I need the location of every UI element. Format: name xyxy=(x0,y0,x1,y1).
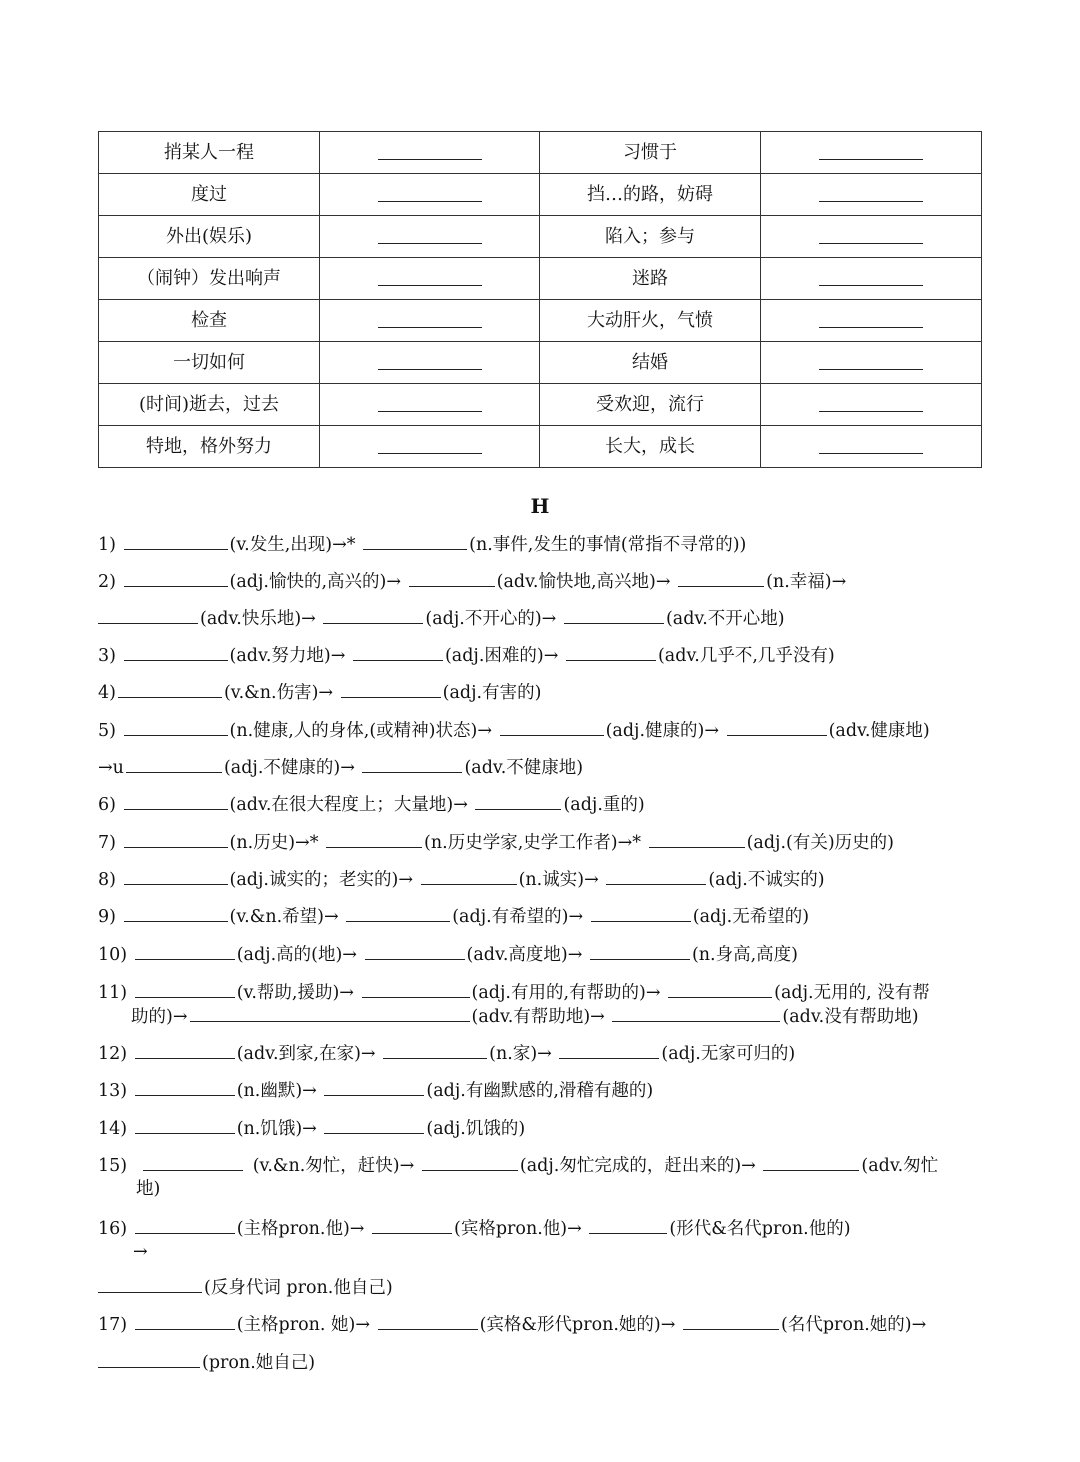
hint-text: (adv.有帮助地)→ xyxy=(471,1007,605,1027)
hint-text: (adj.有害的) xyxy=(442,683,542,703)
item-number: 3) xyxy=(98,646,116,666)
hint-text: (主格pron.他)→ xyxy=(236,1219,365,1239)
answer-blank-cell[interactable] xyxy=(320,384,540,426)
hint-text: (adv.在很大程度上；大量地)→ xyxy=(229,795,468,815)
hint-text: (adj.诚实的；老实的)→ xyxy=(229,870,413,890)
answer-blank[interactable] xyxy=(124,643,228,661)
answer-blank[interactable] xyxy=(362,980,470,998)
answer-blank[interactable] xyxy=(378,229,482,244)
answer-blank[interactable] xyxy=(606,867,706,885)
hint-text: (adj.无用的, 没有帮 xyxy=(774,983,930,1003)
hint-text: (adj.(有关)历史的) xyxy=(746,833,895,853)
hint-text: (n.历史)→* xyxy=(229,833,319,853)
hint-text: (n.事件,发生的事情(常指不寻常的)) xyxy=(469,535,747,555)
item-number: 7) xyxy=(98,833,116,853)
answer-blank[interactable] xyxy=(346,904,450,922)
answer-blank[interactable] xyxy=(353,643,443,661)
hint-text: (adj.不健康的)→ xyxy=(223,758,355,778)
hint-text: (adv.高度地)→ xyxy=(466,945,583,965)
exercise-line-14 xyxy=(98,1116,998,1141)
answer-blank[interactable] xyxy=(819,439,923,454)
table-row xyxy=(99,174,982,216)
answer-blank-cell[interactable] xyxy=(761,216,982,258)
hint-text: (名代pron.她的)→ xyxy=(781,1315,927,1335)
answer-blank[interactable] xyxy=(372,1216,452,1234)
chinese-phrase: 一切如何 xyxy=(99,342,320,384)
chinese-phrase: 习惯于 xyxy=(540,132,761,174)
answer-blank[interactable] xyxy=(475,792,561,810)
item-number: 10) xyxy=(98,945,128,965)
item-number: 14) xyxy=(98,1119,128,1139)
item-number: 4) xyxy=(98,683,116,703)
answer-blank[interactable] xyxy=(421,867,517,885)
hint-text: (主格pron. 她)→ xyxy=(236,1315,371,1335)
answer-blank[interactable] xyxy=(649,830,745,848)
answer-blank[interactable] xyxy=(500,718,604,736)
answer-blank[interactable] xyxy=(124,904,228,922)
prefix-text: →u xyxy=(98,758,124,778)
hint-text: (n.历史学家,史学工作者)→* xyxy=(424,833,641,853)
answer-blank-cell[interactable] xyxy=(320,132,540,174)
answer-blank[interactable] xyxy=(365,942,465,960)
exercise-line-7 xyxy=(98,830,998,855)
exercise-line-2 xyxy=(98,569,998,594)
answer-blank[interactable] xyxy=(135,1041,235,1059)
answer-blank-cell[interactable] xyxy=(761,426,982,468)
hint-text: (adj.无希望的) xyxy=(692,907,810,927)
answer-blank[interactable] xyxy=(819,313,923,328)
answer-blank[interactable] xyxy=(559,1041,659,1059)
answer-blank-cell[interactable] xyxy=(761,174,982,216)
exercise-line-17-cont xyxy=(98,1350,998,1375)
answer-blank[interactable] xyxy=(378,271,482,286)
answer-blank-cell[interactable] xyxy=(761,258,982,300)
answer-blank[interactable] xyxy=(324,1116,424,1134)
answer-blank[interactable] xyxy=(763,1153,859,1171)
table-row xyxy=(99,258,982,300)
answer-blank[interactable] xyxy=(135,942,235,960)
exercise-line-2-cont xyxy=(98,606,998,631)
exercise-line-15-cont xyxy=(136,1177,1036,1201)
hint-text: (n.幸福)→ xyxy=(766,572,847,592)
exercise-line-4 xyxy=(98,680,998,705)
chinese-phrase: (时间)逝去，过去 xyxy=(99,384,320,426)
answer-blank[interactable] xyxy=(819,355,923,370)
answer-blank[interactable] xyxy=(124,569,228,587)
answer-blank-cell[interactable] xyxy=(761,384,982,426)
answer-blank[interactable] xyxy=(326,830,422,848)
answer-blank[interactable] xyxy=(383,1041,487,1059)
answer-blank-cell[interactable] xyxy=(761,300,982,342)
hint-text: (adj.高的(地)→ xyxy=(236,945,357,965)
answer-blank[interactable] xyxy=(819,145,923,160)
item-number: 6) xyxy=(98,795,116,815)
section-heading: H xyxy=(530,494,550,518)
hint-text: (n.诚实)→ xyxy=(518,870,599,890)
item-number: 11) xyxy=(98,983,128,1003)
exercise-line-16-cont xyxy=(98,1275,998,1300)
chinese-phrase: 受欢迎，流行 xyxy=(540,384,761,426)
hint-text: (v.帮助,援助)→ xyxy=(236,983,354,1003)
answer-blank[interactable] xyxy=(378,1312,478,1330)
answer-blank[interactable] xyxy=(591,904,691,922)
hint-text: (反身代词 pron.他自己) xyxy=(204,1278,393,1298)
answer-blank[interactable] xyxy=(819,397,923,412)
chinese-phrase: 大动肝火，气愤 xyxy=(540,300,761,342)
answer-blank[interactable] xyxy=(819,187,923,202)
exercise-line-17 xyxy=(98,1312,998,1337)
hint-text: (adv.健康地) xyxy=(828,721,930,741)
answer-blank[interactable] xyxy=(363,532,467,550)
table-row xyxy=(99,132,982,174)
hint-text: (adj.健康的)→ xyxy=(605,721,720,741)
hint-text: (adj.不诚实的) xyxy=(708,870,825,890)
hint-text: (adv.没有帮助地) xyxy=(782,1007,919,1027)
hint-text: (adv.几乎不,几乎没有) xyxy=(657,646,835,666)
hint-text: (v.&n.希望)→ xyxy=(229,907,339,927)
answer-blank[interactable] xyxy=(118,680,222,698)
hint-text: (adv.不健康地) xyxy=(464,758,584,778)
hint-text: (adv.匆忙 xyxy=(861,1156,939,1176)
exercise-line-11-cont xyxy=(131,1004,1031,1029)
chinese-phrase: 特地，格外努力 xyxy=(99,426,320,468)
answer-blank[interactable] xyxy=(135,1078,235,1096)
table-row xyxy=(99,426,982,468)
answer-blank[interactable] xyxy=(589,1216,667,1234)
answer-blank[interactable] xyxy=(378,187,482,202)
item-number: 8) xyxy=(98,870,116,890)
hint-text: (adv.努力地)→ xyxy=(229,646,346,666)
hint-text: (v.&n.伤害)→ xyxy=(223,683,334,703)
answer-blank-cell[interactable] xyxy=(761,132,982,174)
item-number: 17) xyxy=(98,1315,128,1335)
item-number: 2) xyxy=(98,572,116,592)
answer-blank[interactable] xyxy=(422,1153,518,1171)
hint-text: (adv.快乐地)→ xyxy=(200,609,316,629)
item-number: 12) xyxy=(98,1044,128,1064)
answer-blank[interactable] xyxy=(590,942,690,960)
exercise-line-11 xyxy=(98,980,998,1005)
item-number: 15) xyxy=(98,1156,128,1176)
phrase-table-body xyxy=(99,132,982,468)
exercise-line-6 xyxy=(98,792,998,817)
answer-blank[interactable] xyxy=(678,569,764,587)
prefix-text: 地) xyxy=(136,1179,161,1199)
hint-text: (v.&n.匆忙，赶快)→ xyxy=(252,1156,415,1176)
exercise-line-9 xyxy=(98,904,998,929)
table-row xyxy=(99,300,982,342)
prefix-text: 助的)→ xyxy=(131,1007,188,1027)
answer-blank[interactable] xyxy=(341,680,441,698)
hint-text: (n.幽默)→ xyxy=(236,1081,317,1101)
answer-blank[interactable] xyxy=(126,755,222,773)
answer-blank[interactable] xyxy=(135,980,235,998)
hint-text: (adv.到家,在家)→ xyxy=(236,1044,376,1064)
table-row xyxy=(99,342,982,384)
exercise-line-1 xyxy=(98,532,998,557)
answer-blank[interactable] xyxy=(190,1004,470,1022)
hint-text: (adj.匆忙完成的，赶出来的)→ xyxy=(519,1156,756,1176)
hint-text: (pron.她自己) xyxy=(202,1353,316,1373)
answer-blank-cell[interactable] xyxy=(320,342,540,384)
answer-blank[interactable] xyxy=(362,755,462,773)
answer-blank[interactable] xyxy=(324,1078,424,1096)
chinese-phrase: 捎某人一程 xyxy=(99,132,320,174)
hint-text: (adv.愉快地,高兴地)→ xyxy=(496,572,671,592)
exercise-line-16-arrow xyxy=(133,1240,1033,1264)
hint-text: (n.身高,高度) xyxy=(691,945,799,965)
answer-blank[interactable] xyxy=(819,271,923,286)
hint-text: (adj.愉快的,高兴的)→ xyxy=(229,572,402,592)
hint-text: (adj.困难的)→ xyxy=(444,646,559,666)
exercise-line-13 xyxy=(98,1078,998,1103)
exercise-line-10 xyxy=(98,942,998,967)
item-number: 5) xyxy=(98,721,116,741)
exercise-line-5 xyxy=(98,718,998,743)
hint-text: (adj.有用的,有帮助的)→ xyxy=(471,983,661,1003)
hint-text: (形代&名代pron.他的) xyxy=(669,1219,851,1239)
answer-blank[interactable] xyxy=(378,145,482,160)
answer-blank[interactable] xyxy=(135,1216,235,1234)
hint-text: (adj.有幽默感的,滑稽有趣的) xyxy=(426,1081,654,1101)
answer-blank[interactable] xyxy=(612,1004,780,1022)
answer-blank-cell[interactable] xyxy=(320,426,540,468)
answer-blank[interactable] xyxy=(135,1116,235,1134)
answer-blank[interactable] xyxy=(98,1350,200,1368)
chinese-phrase: 挡…的路，妨碍 xyxy=(540,174,761,216)
prefix-text: → xyxy=(133,1242,148,1262)
answer-blank[interactable] xyxy=(378,313,482,328)
answer-blank[interactable] xyxy=(378,397,482,412)
answer-blank[interactable] xyxy=(378,439,482,454)
answer-blank[interactable] xyxy=(124,718,228,736)
answer-blank[interactable] xyxy=(727,718,827,736)
answer-blank[interactable] xyxy=(566,643,656,661)
exercise-line-3 xyxy=(98,643,998,668)
table-row xyxy=(99,216,982,258)
hint-text: (adj.饥饿的) xyxy=(426,1119,526,1139)
chinese-phrase: 外出(娱乐) xyxy=(99,216,320,258)
chinese-phrase: 迷路 xyxy=(540,258,761,300)
hint-text: (宾格&形代pron.她的)→ xyxy=(479,1315,676,1335)
answer-blank[interactable] xyxy=(564,606,664,624)
chinese-phrase: 检查 xyxy=(99,300,320,342)
item-number: 1) xyxy=(98,535,116,555)
answer-blank-cell[interactable] xyxy=(320,258,540,300)
exercise-line-12 xyxy=(98,1041,998,1066)
hint-text: (adj.无家可归的) xyxy=(661,1044,796,1064)
hint-text: (adj.重的) xyxy=(563,795,645,815)
answer-blank[interactable] xyxy=(323,606,423,624)
hint-text: (n.家)→ xyxy=(489,1044,552,1064)
answer-blank[interactable] xyxy=(124,792,228,810)
chinese-phrase: （闹钟）发出响声 xyxy=(99,258,320,300)
answer-blank[interactable] xyxy=(668,980,772,998)
answer-blank-cell[interactable] xyxy=(320,174,540,216)
exercise-line-8 xyxy=(98,867,998,892)
answer-blank-cell[interactable] xyxy=(761,342,982,384)
chinese-phrase: 度过 xyxy=(99,174,320,216)
answer-blank[interactable] xyxy=(124,830,228,848)
answer-blank-cell[interactable] xyxy=(320,300,540,342)
chinese-phrase: 长大，成长 xyxy=(540,426,761,468)
hint-text: (adj.有希望的)→ xyxy=(452,907,584,927)
hint-text: (n.健康,人的身体,(或精神)状态)→ xyxy=(229,721,492,741)
answer-blank[interactable] xyxy=(378,355,482,370)
answer-blank[interactable] xyxy=(143,1153,243,1171)
answer-blank[interactable] xyxy=(819,229,923,244)
hint-text: (v.发生,出现)→* xyxy=(229,535,356,555)
phrase-table xyxy=(98,131,982,468)
answer-blank[interactable] xyxy=(409,569,495,587)
chinese-phrase: 陷入；参与 xyxy=(540,216,761,258)
item-number: 9) xyxy=(98,907,116,927)
hint-text: (n.饥饿)→ xyxy=(236,1119,317,1139)
answer-blank[interactable] xyxy=(124,532,228,550)
answer-blank[interactable] xyxy=(135,1312,235,1330)
answer-blank-cell[interactable] xyxy=(320,216,540,258)
item-number: 16) xyxy=(98,1219,128,1239)
exercise-line-5-cont xyxy=(98,755,998,780)
hint-text: (宾格pron.他)→ xyxy=(454,1219,582,1239)
answer-blank[interactable] xyxy=(683,1312,779,1330)
answer-blank[interactable] xyxy=(98,1275,202,1293)
answer-blank[interactable] xyxy=(124,867,228,885)
exercise-line-16 xyxy=(98,1216,998,1241)
table-row xyxy=(99,384,982,426)
answer-blank[interactable] xyxy=(98,606,198,624)
chinese-phrase: 结婚 xyxy=(540,342,761,384)
hint-text: (adj.不开心的)→ xyxy=(425,609,557,629)
exercise-line-15 xyxy=(98,1153,998,1178)
item-number: 13) xyxy=(98,1081,128,1101)
hint-text: (adv.不开心地) xyxy=(665,609,785,629)
